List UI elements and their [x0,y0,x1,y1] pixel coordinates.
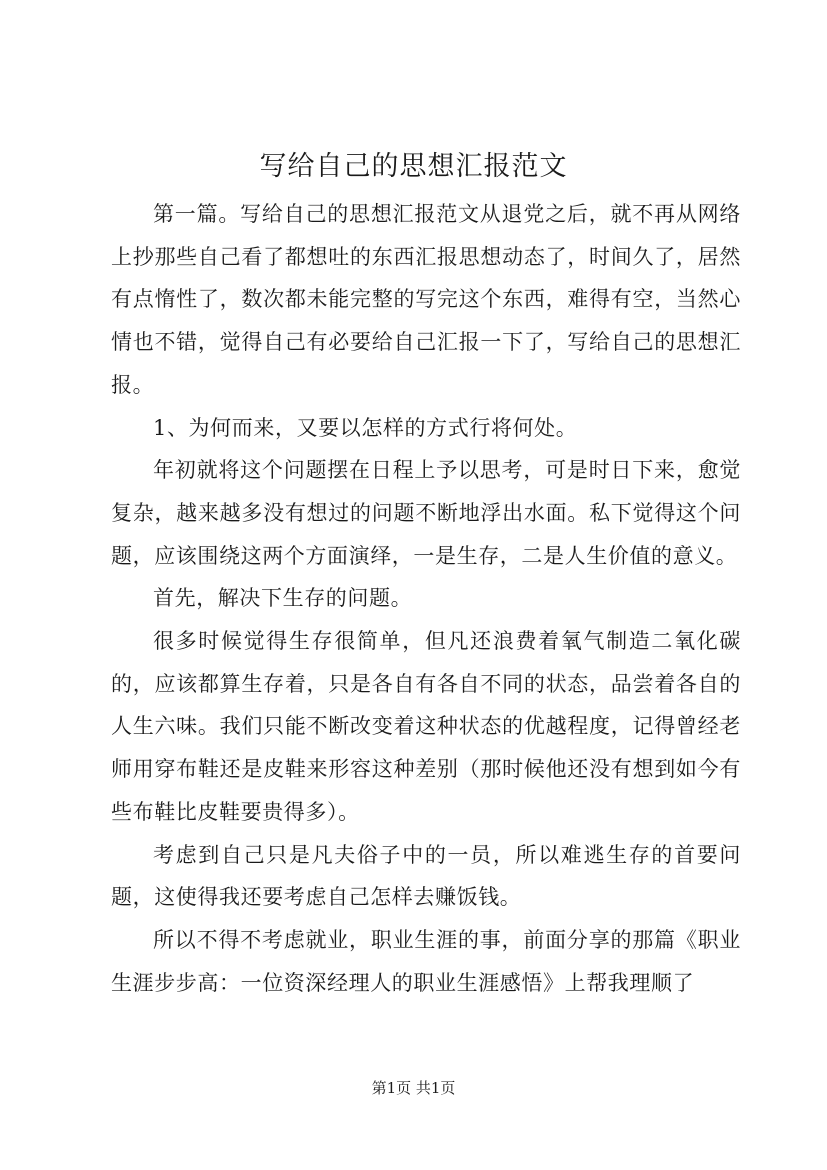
paragraph-3: 年初就将这个问题摆在日程上予以思考，可是时日下来，愈觉复杂，越来越多没有想过的问题不断地浮出水面。私下觉得这个问题，应该围绕这两个方面演绎，一是生存，二是人生价值的意义。 [111,458,741,568]
paragraph-5: 很多时候觉得生存很简单，但凡还浪费着氧气制造二氧化碳的，应该都算生存着，只是各自有各自不同的状态，品尝着各自的人生六味。我们只能不断改变着这种状态的优越程度，记得曾经老师用穿布鞋还是皮鞋来形容这种差别（那时候他还没有想到如今有些布鞋比皮鞋要贵得多）。 [111,629,741,824]
paragraph-2: 1、为何而来，又要以怎样的方式行将何处。 [153,415,578,440]
document-title: 写给自己的思想汇报范文 [259,151,568,182]
document-body [111,193,741,1004]
page-footer: 第1页 共1页 [371,1079,456,1097]
paragraph-6: 考虑到自己只是凡夫俗子中的一员，所以难逃生存的首要问题，这使得我还要考虑自己怎样去赚饭钱。 [111,842,741,910]
paragraph-4: 首先，解决下生存的问题。 [153,586,413,611]
paragraph-7: 所以不得不考虑就业，职业生涯的事，前面分享的那篇《职业生涯步步高：一位资深经理人的职业生涯感悟》上帮我理顺了 [111,927,741,995]
paragraph-1: 第一篇。写给自己的思想汇报范文从退党之后，就不再从网络上抄那些自己看了都想吐的东西汇报思想动态了，时间久了，居然有点惰性了，数次都未能完整的写完这个东西，难得有空，当然心情也不错，觉得自己有必要给自己汇报一下了，写给自己的思想汇报。 [111,202,741,397]
